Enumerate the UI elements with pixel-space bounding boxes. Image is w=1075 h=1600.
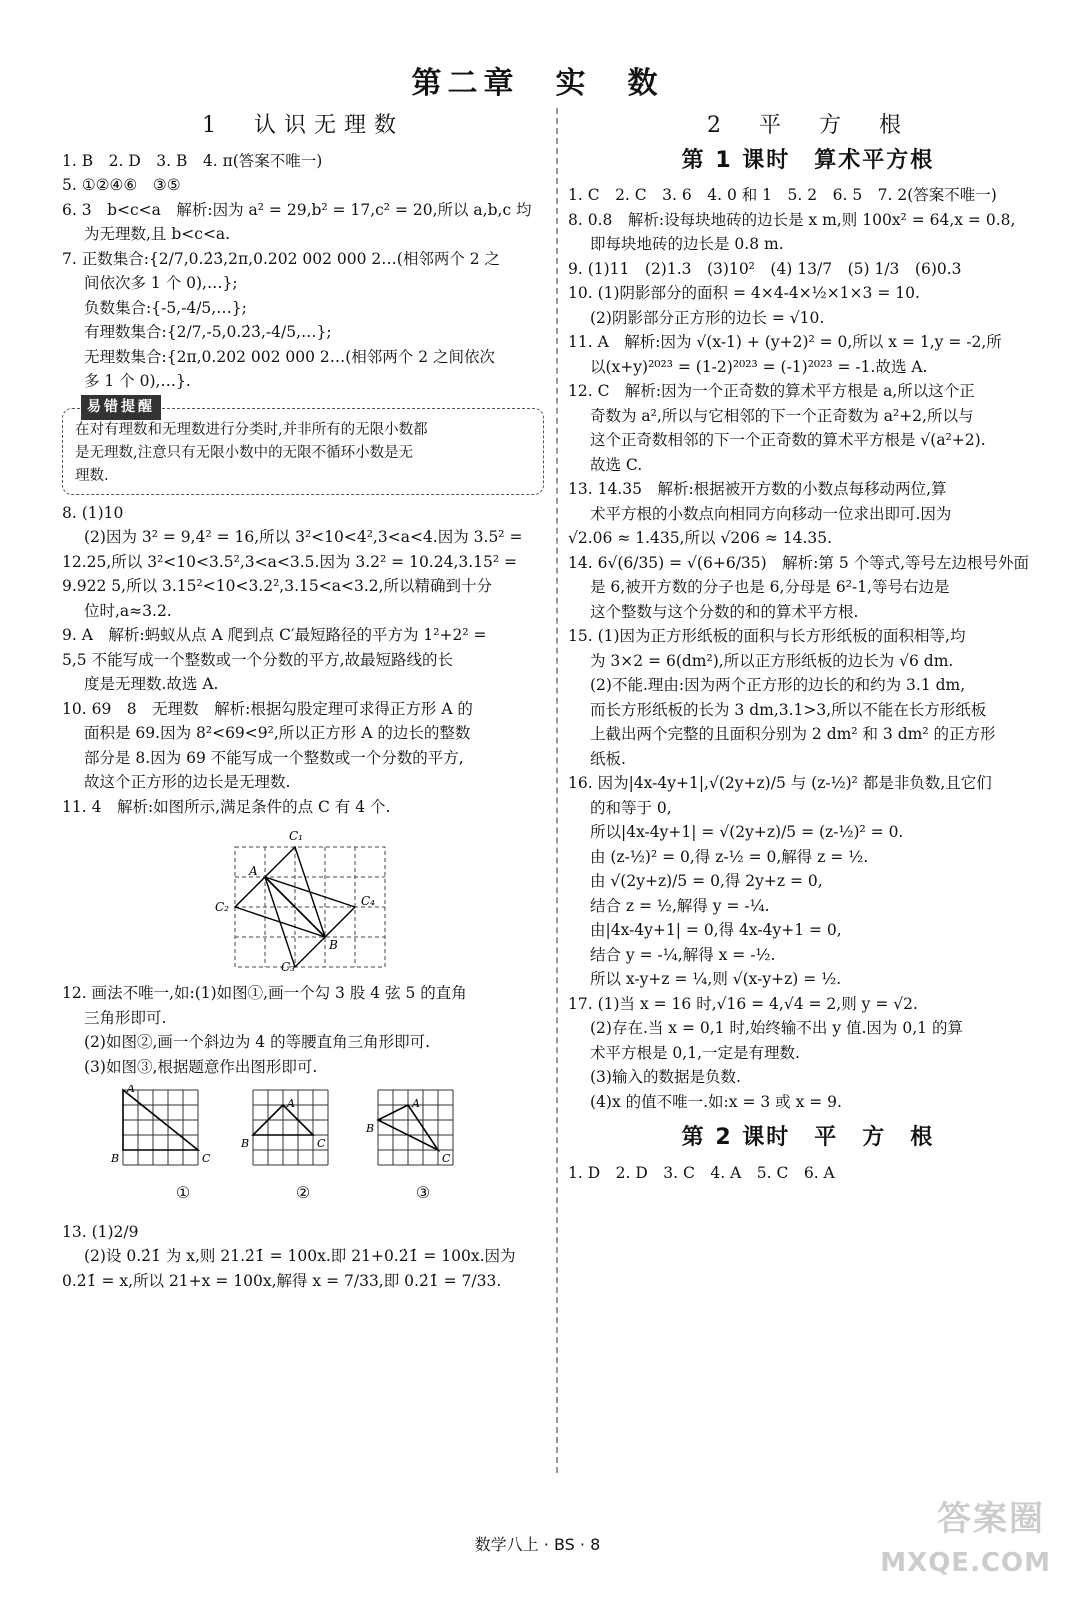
answer-line: 11. 4 解析:如图所示,满足条件的点 C 有 4 个. <box>62 797 391 816</box>
answer-line: 负数集合:{-5,-4/5,…}; <box>84 298 247 317</box>
answer-line: 为 3×2 = 6(dm²),所以正方形纸板的边长为 √6 dm. <box>590 651 954 670</box>
answer-line: 即每块地砖的边长是 0.8 m. <box>590 235 784 253</box>
answer-line: 12.25,所以 3²<10<3.5²,3<a<3.5.因为 3.2² = 10.24,3.15² = <box>62 552 518 571</box>
column-divider <box>556 108 558 1473</box>
answer-line: (2)设 0.2̇1̇ 为 x,则 21.2̇1̇ = 100x.即 21+0.2̇1̇ = 100x.因为 <box>84 1247 516 1265</box>
answer-line: 三角形即可. <box>84 1008 167 1027</box>
answer-line: 间依次多 1 个 0),…}; <box>84 274 238 292</box>
answer-line: 以(x+y)²⁰²³ = (1-2)²⁰²³ = (-1)²⁰²³ = -1.故选 A. <box>590 357 928 376</box>
answer-line: 故选 C. <box>590 455 643 474</box>
answer-line: 6. 3 b<c<a 解析:因为 a² = 29,b² = 17,c² = 20,所以 a,b,c 均 <box>62 200 532 219</box>
answer-line: 8. (1)10 <box>62 503 124 522</box>
lesson-title: 第 2 课时 平 方 根 <box>681 1125 935 1150</box>
answer-line: 12. 画法不唯一,如:(1)如图①,画一个勾 3 股 4 弦 5 的直角 <box>62 984 467 1002</box>
vertex-label: B <box>111 1152 120 1165</box>
answer-line: 是 6,被开方数的分子也是 6,分母是 6²-1,等号右边是 <box>590 578 950 596</box>
answer-line: 0.2̇1̇ = x,所以 21+x = 100x,解得 x = 7/33,即 0.2̇1̇ = 7/33. <box>62 1271 502 1290</box>
answer-line: 故这个正方形的边长是无理数. <box>84 773 291 791</box>
point-label: C₄ <box>361 894 375 908</box>
point-label: B <box>329 938 338 952</box>
point-label: C₂ <box>215 900 229 914</box>
answer-line: 术平方根的小数点向相同方向移动一位求出即可.因为 <box>590 504 952 523</box>
vertex-label: B <box>366 1122 375 1135</box>
answer-line: 所以|4x-4y+1| = √(2y+z)/5 = (z-½)² = 0. <box>590 823 904 841</box>
answer-line: 5. ①②④⑥ ③⑤ <box>62 176 181 194</box>
watermark-logo: 答案圈 <box>937 1499 1045 1539</box>
answer-line: 所以 x-y+z = ¼,则 √(x-y+z) = ½. <box>590 970 842 988</box>
answer-line: 理数. <box>75 467 109 484</box>
vertex-label: A <box>127 1085 135 1095</box>
tip-box <box>62 398 544 495</box>
answer-line: 度是无理数.故选 A. <box>84 675 219 693</box>
answer-line: 8. 0.8 解析:设每块地砖的边长是 x m,则 100x² = 64,x = 0.8, <box>568 210 1016 229</box>
answer-line: 14. 6√(6/35) = √(6+6/35) 解析:第 5 个等式,等号左边根号外面 <box>568 553 1030 572</box>
answer-line: (3)输入的数据是负数. <box>590 1068 741 1086</box>
tip-text <box>75 419 531 488</box>
answer-line: 部分是 8.因为 69 不能写成一个整数或一个分数的平方, <box>84 748 464 767</box>
answer-line: 这个正奇数相邻的下一个正奇数的算术平方根是 √(a²+2). <box>590 431 986 449</box>
answer-line: 12. C 解析:因为一个正奇数的算术平方根是 a,所以这个正 <box>568 382 975 400</box>
left-column <box>62 108 544 1293</box>
answer-line: 是无理数,注意只有无限小数中的无限不循环小数是无 <box>75 444 414 461</box>
answer-line: 1. C 2. C 3. 6 4. 0 和 1 5. 2 6. 5 7. 2(答案不唯一) <box>568 186 997 204</box>
answer-line: 奇数为 a²,所以与它相邻的下一个正奇数为 a²+2,所以与 <box>590 406 974 425</box>
answer-line: 的和等于 0, <box>590 798 672 817</box>
answer-line: 有理数集合:{2/7,-5,0.2̇3̇,-4/5,…}; <box>84 323 332 341</box>
answer-line: 10. 69 8 无理数 解析:根据勾股定理可求得正方形 A 的 <box>62 699 473 718</box>
answer-line: (2)阴影部分正方形的边长 = √10. <box>590 308 825 327</box>
section-title: 1 认识无理数 <box>202 113 404 138</box>
figure-label: ② <box>295 1183 311 1202</box>
answer-line: 多 1 个 0),…}. <box>84 372 191 390</box>
answers-block <box>568 1161 1048 1186</box>
chapter-title: 第二章 实 数 <box>411 66 664 101</box>
answer-line: 17. (1)当 x = 16 时,√16 = 4,√4 = 2,则 y = √2. <box>568 994 918 1013</box>
point-label: C₁ <box>289 829 303 843</box>
answer-line: (2)因为 3² = 9,4² = 16,所以 3²<10<4²,3<a<4.因为 3.5² = <box>84 528 523 546</box>
watermark-url: MXQE.COM <box>880 1548 1051 1578</box>
page-footer: 数学八上 · BS · 8 <box>474 1535 601 1554</box>
answer-line: 由|4x-4y+1| = 0,得 4x-4y+1 = 0, <box>590 921 842 939</box>
answers-block <box>62 501 544 820</box>
answer-line: (2)如图②,画一个斜边为 4 的等腰直角三角形即可. <box>84 1033 431 1051</box>
answer-line: 10. (1)阴影部分的面积 = 4×4-4×½×1×3 = 10. <box>568 284 920 302</box>
answer-line: 为无理数,且 b<c<a. <box>84 225 231 243</box>
answer-line: 13. 14.35 解析:根据被开方数的小数点每移动两位,算 <box>568 480 947 498</box>
answers-block <box>568 183 1048 1114</box>
answer-line: 7. 正数集合:{2/7,0.2̇3̇,2π,0.202 002 000 2…(相邻两个 2 之 <box>62 249 501 268</box>
vertex-label: C <box>317 1137 326 1150</box>
answer-line: 11. A 解析:因为 √(x-1) + (y+2)² = 0,所以 x = 1,y = -2,所 <box>568 333 1002 351</box>
answer-line: 1. D 2. D 3. C 4. A 5. C 6. A <box>568 1163 835 1182</box>
answer-line: (3)如图③,根据题意作出图形即可. <box>84 1057 318 1076</box>
point-label: A <box>249 864 258 878</box>
answer-line: 15. (1)因为正方形纸板的面积与长方形纸板的面积相等,均 <box>568 627 966 645</box>
answer-line: √2.06 ≈ 1.435,所以 √206 ≈ 14.35. <box>568 529 833 547</box>
tip-tag: 易错提醒 <box>81 395 161 420</box>
right-column <box>568 108 1048 1185</box>
answer-line: 结合 z = ½,解得 y = -¼. <box>590 896 770 915</box>
answers-block <box>62 981 544 1079</box>
answer-line: 在对有理数和无理数进行分类时,并非所有的无限小数都 <box>75 421 428 438</box>
answer-line: 由 √(2y+z)/5 = 0,得 2y+z = 0, <box>590 872 823 890</box>
section-title: 2 平 方 根 <box>707 113 909 138</box>
vertex-label: B <box>241 1137 250 1150</box>
answer-line: 13. (1)2/9 <box>62 1222 139 1241</box>
answer-line: (2)存在.当 x = 0,1 时,始终输不出 y 值.因为 0,1 的算 <box>590 1019 963 1037</box>
answer-line: 无理数集合:{2π,0.202 002 000 2…(相邻两个 2 之间依次 <box>84 347 496 366</box>
answer-line: 而长方形纸板的长为 3 dm,3.1>3,所以不能在长方形纸板 <box>590 700 987 719</box>
answer-line: 5,5 不能写成一个整数或一个分数的平方,故最短路线的长 <box>62 650 454 669</box>
grid-figure <box>213 825 393 975</box>
answer-line: 这个整数与这个分数的和的算术平方根. <box>590 602 859 621</box>
answers-block <box>62 1220 544 1294</box>
answer-line: (2)不能.理由:因为两个正方形的边长的和约为 3.1 dm, <box>590 676 966 694</box>
answer-line: 16. 因为|4x-4y+1|,√(2y+z)/5 与 (z-½)² 都是非负数,且它们 <box>568 774 992 792</box>
figure-label: ③ <box>415 1183 431 1202</box>
answer-line: 面积是 69.因为 8²<69<9²,所以正方形 A 的边长的整数 <box>84 724 471 742</box>
answer-line: 1. B 2. D 3. B 4. π(答案不唯一) <box>62 151 323 170</box>
vertex-label: C <box>442 1152 451 1165</box>
answer-line: 纸板. <box>590 749 626 768</box>
answer-line: 上截出两个完整的且面积分别为 2 dm² 和 3 dm² 的正方形 <box>590 725 996 743</box>
figure-label: ① <box>175 1183 191 1202</box>
answer-line: 9. A 解析:蚂蚁从点 A 爬到点 C′最短路径的平方为 1²+2² = <box>62 626 487 644</box>
vertex-label: A <box>412 1097 420 1110</box>
answer-line: (4)x 的值不唯一.如:x = 3 或 x = 9. <box>590 1092 842 1111</box>
point-label: C₃ <box>281 960 295 974</box>
three-grid-figures <box>103 1085 503 1175</box>
answer-line: 结合 y = -¼,解得 x = -½. <box>590 945 776 964</box>
answer-line: 位时,a≈3.2. <box>84 601 172 620</box>
answer-line: 9. (1)11 (2)1.3 (3)10² (4) 13/7 (5) 1/3 (6)0.3 <box>568 259 962 278</box>
answer-line: 由 (z-½)² = 0,得 z-½ = 0,解得 z = ½. <box>590 847 869 866</box>
answers-block <box>62 149 544 394</box>
answer-line: 术平方根是 0,1,一定是有理数. <box>590 1043 800 1062</box>
vertex-label: A <box>287 1097 295 1110</box>
lesson-title: 第 1 课时 算术平方根 <box>681 147 935 173</box>
figure-labels <box>123 1181 483 1206</box>
answer-line: 9.922 5,所以 3.15²<10<3.2²,3.15<a<3.2,所以精确到十分 <box>62 577 493 595</box>
vertex-label: C <box>202 1152 211 1165</box>
